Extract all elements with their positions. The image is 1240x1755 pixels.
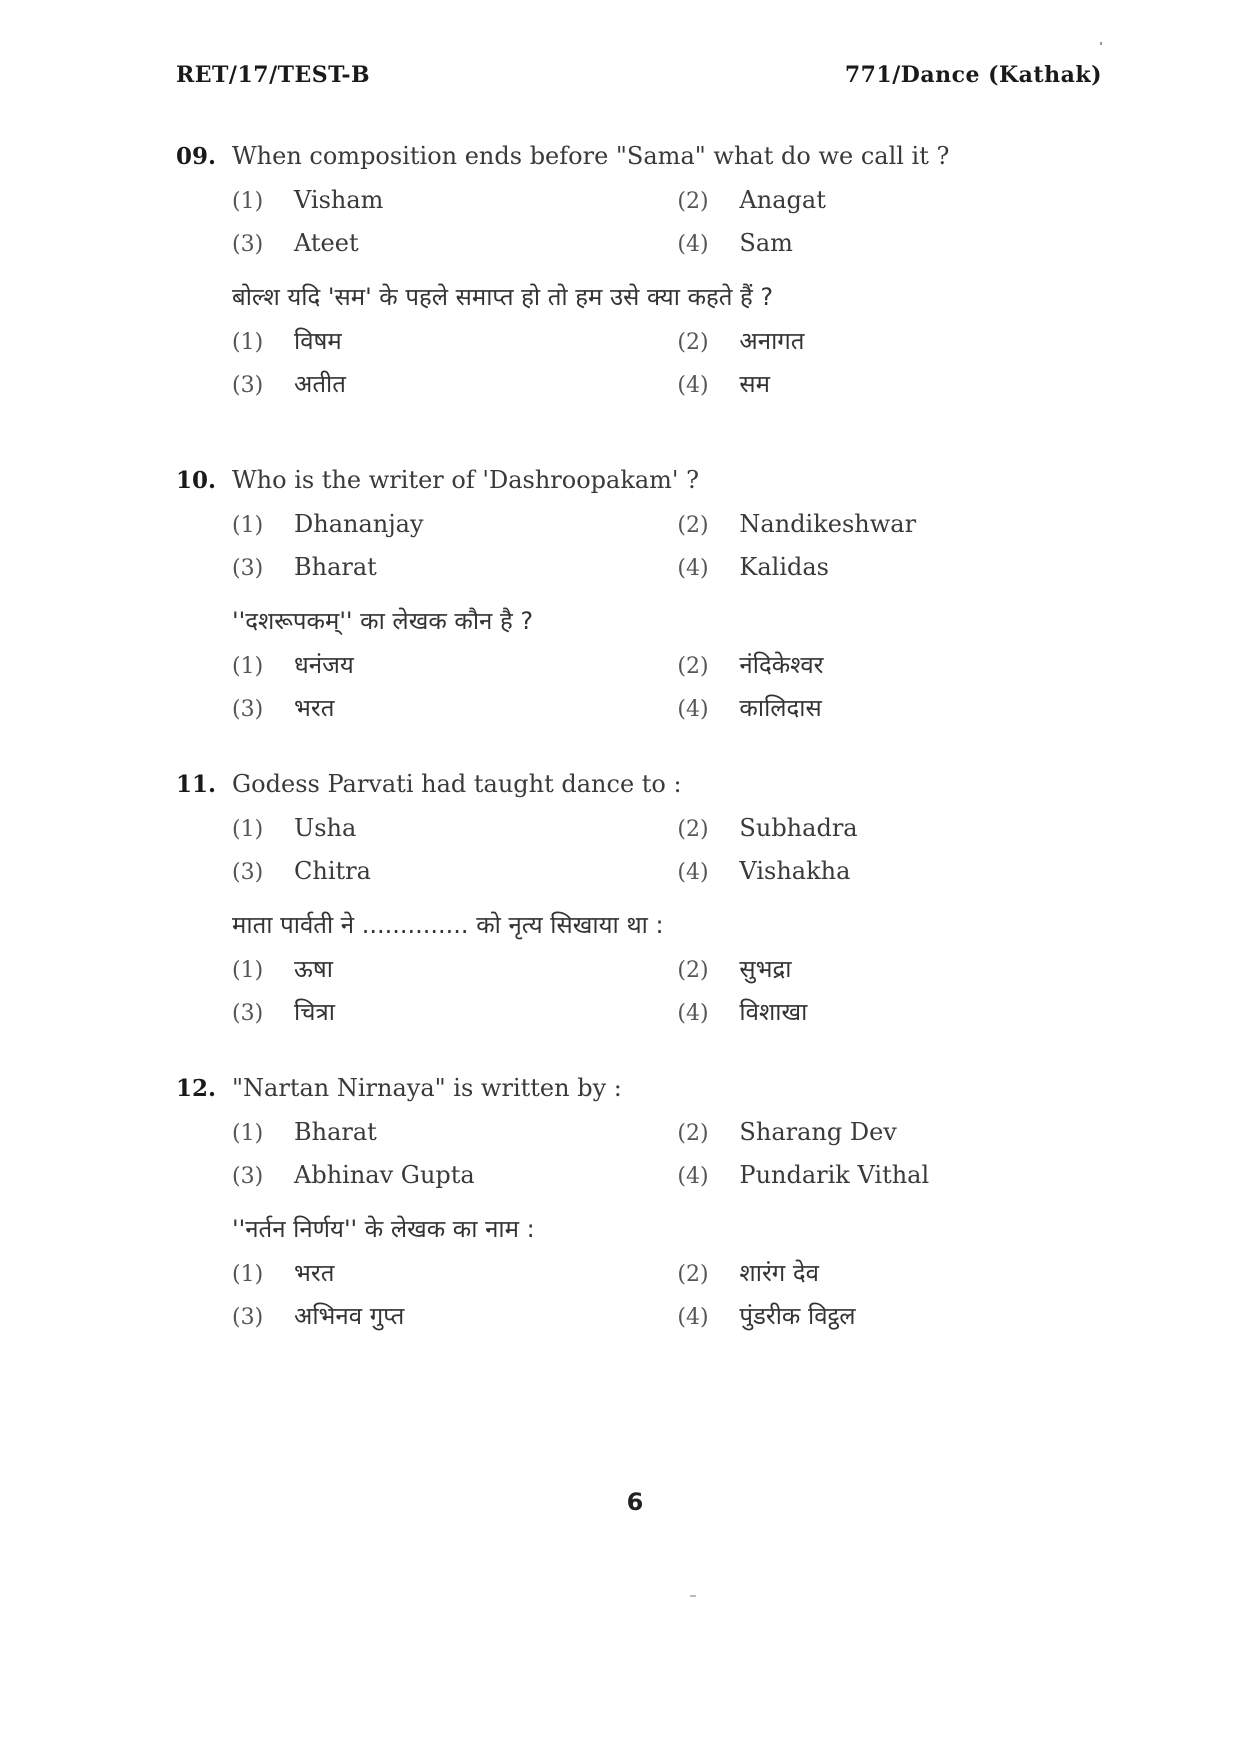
- question-09: [176, 142, 1076, 410]
- paper-code: RET/17/TEST-B: [176, 62, 371, 88]
- question-number: 11.: [176, 771, 217, 798]
- option-number: (2): [677, 189, 709, 214]
- option-text: अनागत: [739, 327, 805, 355]
- option-number: (3): [232, 373, 264, 398]
- option-text: भरत: [294, 1259, 335, 1287]
- scan-mark: [1100, 42, 1102, 45]
- option-number: (1): [232, 654, 264, 679]
- option-text: नंदिकेश्वर: [739, 651, 824, 679]
- option-number: (2): [677, 513, 709, 538]
- option-number: (1): [232, 513, 264, 538]
- option-text: Ateet: [294, 229, 359, 257]
- option-4-hi: [677, 691, 1076, 724]
- option-text: Anagat: [739, 186, 826, 214]
- option-text: विषम: [294, 327, 342, 355]
- question-text-hi: बोल्श यदि 'सम' के पहले समाप्त हो तो हम उसे क्या कहते हैं ?: [232, 283, 774, 311]
- option-4: [677, 1161, 1076, 1189]
- option-text: अतीत: [294, 370, 346, 398]
- option-number: (1): [232, 1121, 264, 1146]
- option-number: (4): [677, 860, 709, 885]
- option-text: धनंजय: [294, 651, 354, 679]
- option-3-hi: [232, 995, 677, 1028]
- option-number: (2): [677, 817, 709, 842]
- option-1-hi: [232, 1256, 677, 1289]
- question-text-en: "Nartan Nirnaya" is written by :: [232, 1074, 622, 1102]
- question-text-hi: माता पार्वती ने .............. को नृत्य सिखाया था :: [232, 911, 664, 939]
- option-number: (4): [677, 1305, 709, 1330]
- option-2-hi: [677, 1256, 1076, 1289]
- option-number: (4): [677, 556, 709, 581]
- option-number: (1): [232, 958, 264, 983]
- option-number: (2): [677, 654, 709, 679]
- option-3-hi: [232, 1299, 677, 1332]
- option-1-hi: [232, 648, 677, 681]
- option-3: [232, 857, 677, 885]
- option-text: Dhananjay: [294, 510, 424, 538]
- option-text: कालिदास: [739, 694, 822, 722]
- option-number: (1): [232, 189, 264, 214]
- option-3-hi: [232, 367, 677, 400]
- option-number: (1): [232, 1262, 264, 1287]
- option-text: सुभद्रा: [739, 955, 792, 983]
- option-number: (3): [232, 697, 264, 722]
- option-text: Chitra: [294, 857, 371, 885]
- option-4: [677, 857, 1076, 885]
- option-text: Pundarik Vithal: [739, 1161, 930, 1189]
- page-number: 6: [626, 1488, 644, 1516]
- option-text: Nandikeshwar: [739, 510, 917, 538]
- option-number: (2): [677, 1262, 709, 1287]
- option-number: (4): [677, 1164, 709, 1189]
- option-number: (4): [677, 373, 709, 398]
- option-number: (3): [232, 860, 264, 885]
- option-text: चित्रा: [294, 998, 335, 1026]
- option-text: Sam: [739, 229, 793, 257]
- question-12: [176, 1074, 1076, 1342]
- option-number: (3): [232, 1305, 264, 1330]
- option-text: Bharat: [294, 1118, 377, 1146]
- option-1: [232, 510, 677, 538]
- option-text: शारंग देव: [739, 1259, 820, 1287]
- question-text-en: Godess Parvati had taught dance to :: [232, 770, 682, 798]
- option-number: (3): [232, 232, 264, 257]
- question-10: [176, 466, 1076, 734]
- option-3: [232, 553, 677, 581]
- option-3: [232, 229, 677, 257]
- option-1: [232, 1118, 677, 1146]
- option-1: [232, 814, 677, 842]
- question-number: 09.: [176, 143, 217, 170]
- option-2-hi: [677, 324, 1076, 357]
- option-number: (2): [677, 1121, 709, 1146]
- option-text: पुंडरीक विट्ठल: [739, 1302, 856, 1330]
- question-text-hi: ''दशरूपकम्'' का लेखक कौन है ?: [232, 607, 534, 635]
- option-4-hi: [677, 995, 1076, 1028]
- scan-speck: [690, 1595, 696, 1597]
- option-1-hi: [232, 324, 677, 357]
- option-text: Abhinav Gupta: [294, 1161, 475, 1189]
- option-number: (4): [677, 1001, 709, 1026]
- option-number: (2): [677, 330, 709, 355]
- option-2: [677, 1118, 1076, 1146]
- option-number: (1): [232, 817, 264, 842]
- option-2: [677, 510, 1076, 538]
- question-11: [176, 770, 1076, 1038]
- option-3: [232, 1161, 677, 1189]
- option-text: भरत: [294, 694, 335, 722]
- option-text: Visham: [294, 186, 384, 214]
- option-text: विशाखा: [739, 998, 808, 1026]
- option-2: [677, 186, 1076, 214]
- option-4-hi: [677, 367, 1076, 400]
- option-text: Bharat: [294, 553, 377, 581]
- question-text-en: When composition ends before "Sama" what do we call it ?: [232, 142, 950, 170]
- question-number: 10.: [176, 467, 217, 494]
- option-text: Sharang Dev: [739, 1118, 897, 1146]
- question-number: 12.: [176, 1075, 217, 1102]
- option-1-hi: [232, 952, 677, 985]
- option-4: [677, 553, 1076, 581]
- option-number: (4): [677, 697, 709, 722]
- option-text: Usha: [294, 814, 357, 842]
- option-3-hi: [232, 691, 677, 724]
- option-4-hi: [677, 1299, 1076, 1332]
- question-text-hi: ''नर्तन निर्णय'' के लेखक का नाम :: [232, 1215, 535, 1243]
- option-number: (3): [232, 1001, 264, 1026]
- option-text: Subhadra: [739, 814, 858, 842]
- option-2: [677, 814, 1076, 842]
- option-text: सम: [739, 370, 770, 398]
- option-text: Vishakha: [739, 857, 851, 885]
- subject-title: 771/Dance (Kathak): [844, 62, 1102, 88]
- option-text: ऊषा: [294, 955, 333, 983]
- question-text-en: Who is the writer of 'Dashroopakam' ?: [232, 466, 700, 494]
- option-text: Kalidas: [739, 553, 829, 581]
- option-2-hi: [677, 648, 1076, 681]
- option-text: अभिनव गुप्त: [294, 1302, 405, 1330]
- option-number: (4): [677, 232, 709, 257]
- option-4: [677, 229, 1076, 257]
- option-2-hi: [677, 952, 1076, 985]
- option-number: (1): [232, 330, 264, 355]
- option-number: (3): [232, 556, 264, 581]
- option-number: (2): [677, 958, 709, 983]
- option-number: (3): [232, 1164, 264, 1189]
- option-1: [232, 186, 677, 214]
